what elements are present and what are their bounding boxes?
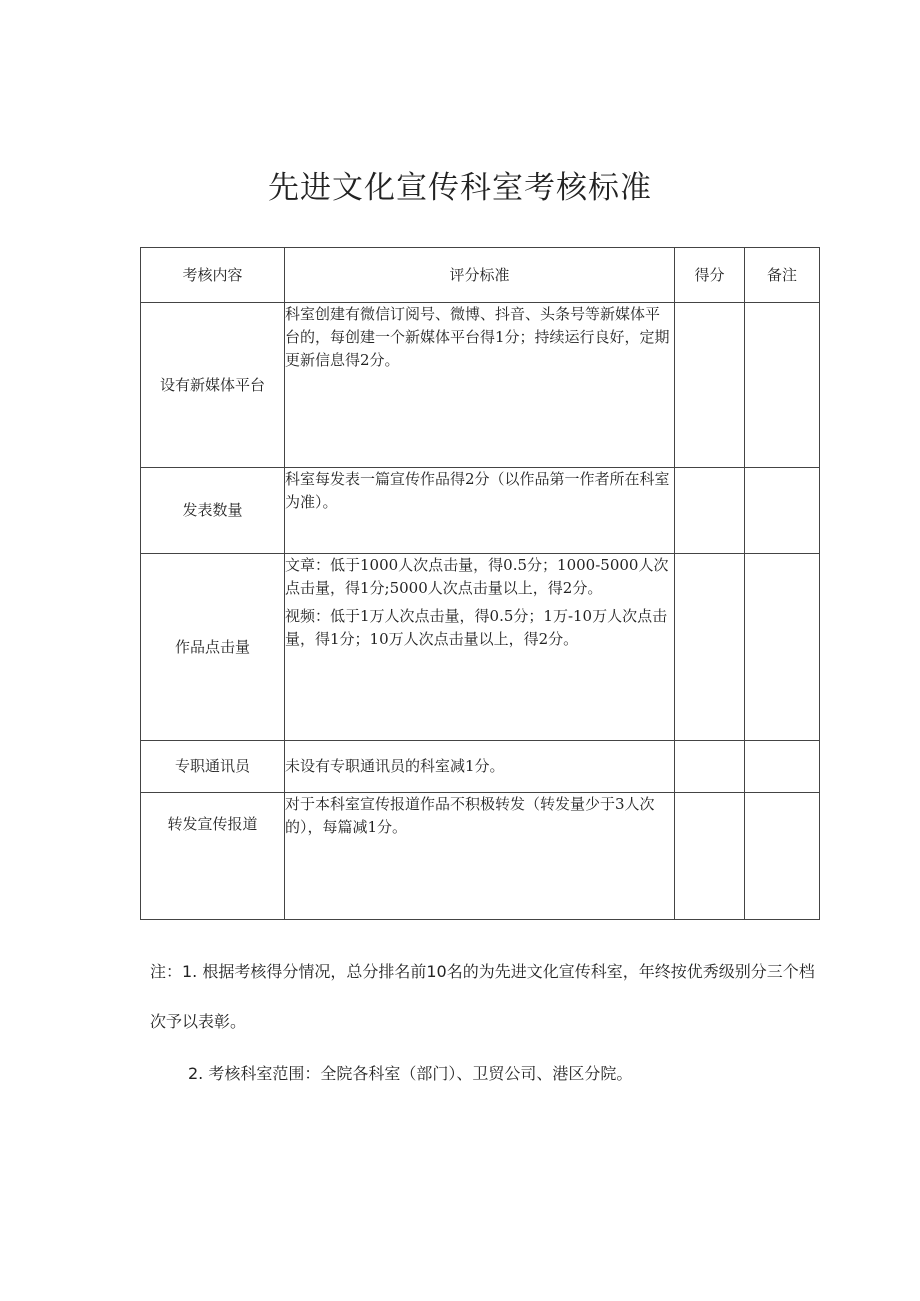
row-standard bbox=[285, 468, 675, 554]
row-item: 转发宣传报道 bbox=[141, 793, 285, 920]
standard-text: 未设有专职通讯员的科室减1分。 bbox=[285, 757, 505, 775]
row-score-cell bbox=[675, 303, 745, 468]
row-remark-cell bbox=[745, 554, 820, 741]
table-row bbox=[141, 303, 820, 468]
row-item: 发表数量 bbox=[141, 468, 285, 554]
table-row bbox=[141, 793, 820, 920]
table-row bbox=[141, 741, 820, 793]
row-score-cell bbox=[675, 793, 745, 920]
header-item: 考核内容 bbox=[141, 248, 285, 303]
table-header-row bbox=[141, 248, 820, 303]
row-score-cell bbox=[675, 554, 745, 741]
note-2: 2. 考核科室范围：全院各科室（部门）、卫贸公司、港区分院。 bbox=[188, 1064, 633, 1083]
criteria-table bbox=[140, 247, 820, 920]
row-score-cell bbox=[675, 468, 745, 554]
row-item: 专职通讯员 bbox=[141, 741, 285, 793]
standard-text: 科室创建有微信订阅号、微博、抖音、头条号等新媒体平台的，每创建一个新媒体平台得1分；持续运行良好，定期更新信息得2分。 bbox=[285, 305, 670, 369]
row-remark-cell bbox=[745, 793, 820, 920]
row-remark-cell bbox=[745, 741, 820, 793]
note-1: 注：1. 根据考核得分情况，总分排名前10名的为先进文化宣传科室，年终按优秀级别分三个档次予以表彰。 bbox=[150, 962, 815, 1031]
row-standard bbox=[285, 741, 675, 793]
row-item: 设有新媒体平台 bbox=[141, 303, 285, 468]
row-standard bbox=[285, 554, 675, 741]
row-remark-cell bbox=[745, 303, 820, 468]
row-score-cell bbox=[675, 741, 745, 793]
row-remark-cell bbox=[745, 468, 820, 554]
standard-text: 对于本科室宣传报道作品不积极转发（转发量少于3人次的），每篇减1分。 bbox=[285, 795, 655, 836]
standard-text: 科室每发表一篇宣传作品得2分（以作品第一作者所在科室为准）。 bbox=[285, 470, 670, 511]
page-title: 先进文化宣传科室考核标准 bbox=[268, 170, 652, 206]
header-score: 得分 bbox=[675, 248, 745, 303]
header-remark: 备注 bbox=[745, 248, 820, 303]
row-item: 作品点击量 bbox=[141, 554, 285, 741]
table-row bbox=[141, 554, 820, 741]
standard-text: 视频：低于1万人次点击量，得0.5分；1万-10万人次点击量，得1分；10万人次点击量以上，得2分。 bbox=[285, 607, 668, 648]
header-standard: 评分标准 bbox=[285, 248, 675, 303]
row-standard bbox=[285, 303, 675, 468]
table-row bbox=[141, 468, 820, 554]
standard-text: 文章：低于1000人次点击量，得0.5分；1000-5000人次点击量，得1分;5000人次点击量以上，得2分。 bbox=[285, 556, 669, 597]
row-standard bbox=[285, 793, 675, 920]
